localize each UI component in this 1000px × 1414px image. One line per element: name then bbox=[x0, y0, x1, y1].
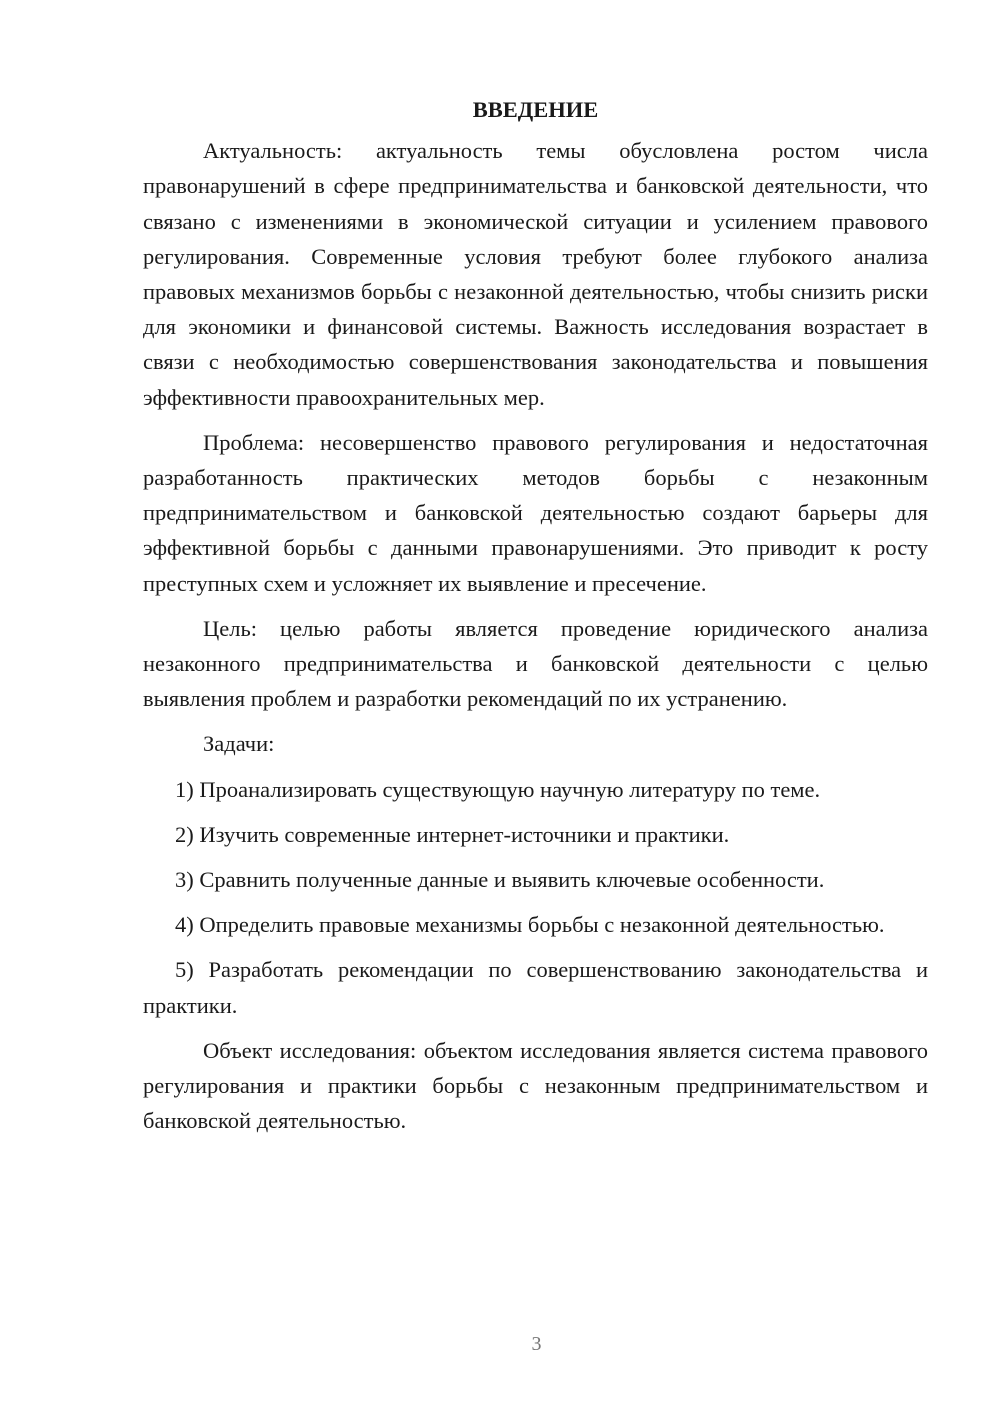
task-item: 2) Изучить современные интернет-источники и практики. bbox=[175, 821, 730, 847]
relevance-paragraph: Актуальность: актуальность темы обусловлена ростом числа правонарушений в сфере предпринимательства и банковской деятельности, что связано с изменениями в экономической ситуации и усилением правового регулирования. Современные условия требуют более глубокого анализа правовых механизмов борьбы с незаконной деятельностью, чтобы снизить риски для экономики и финансовой системы. Важность исследования возрастает в связи с необходимостью совершенствования законодательства и повышения эффективности правоохранительных мер. bbox=[143, 138, 928, 410]
page-content bbox=[143, 92, 928, 1148]
goal-paragraph: Цель: целью работы является проведение юридического анализа незаконного предпринимательства и банковской деятельности с целью выявления проблем и разработки рекомендаций по их устранению. bbox=[143, 615, 928, 712]
section-heading: ВВЕДЕНИЕ bbox=[472, 97, 599, 122]
tasks-label: Задачи: bbox=[203, 731, 275, 757]
task-item: 4) Определить правовые механизмы борьбы с незаконной деятельностью. bbox=[175, 912, 885, 938]
task-item: 1) Проанализировать существующую научную литературу по теме. bbox=[175, 776, 821, 802]
page-number: 3 bbox=[531, 1333, 542, 1355]
problem-paragraph: Проблема: несовершенство правового регулирования и недостаточная разработанность практических методов борьбы с незаконным предпринимательством и банковской деятельностью создают барьеры для эффективной борьбы с данными правонарушениями. Это приводит к росту преступных схем и усложняет их выявление и пресечение. bbox=[143, 429, 928, 596]
task-item: 3) Сравнить полученные данные и выявить ключевые особенности. bbox=[175, 867, 825, 893]
object-paragraph: Объект исследования: объектом исследования является система правового регулирования и практики борьбы с незаконным предпринимательством и банковской деятельностью. bbox=[143, 1037, 928, 1134]
task-item: 5) Разработать рекомендации по совершенствованию законодательства и практики. bbox=[143, 957, 928, 1018]
